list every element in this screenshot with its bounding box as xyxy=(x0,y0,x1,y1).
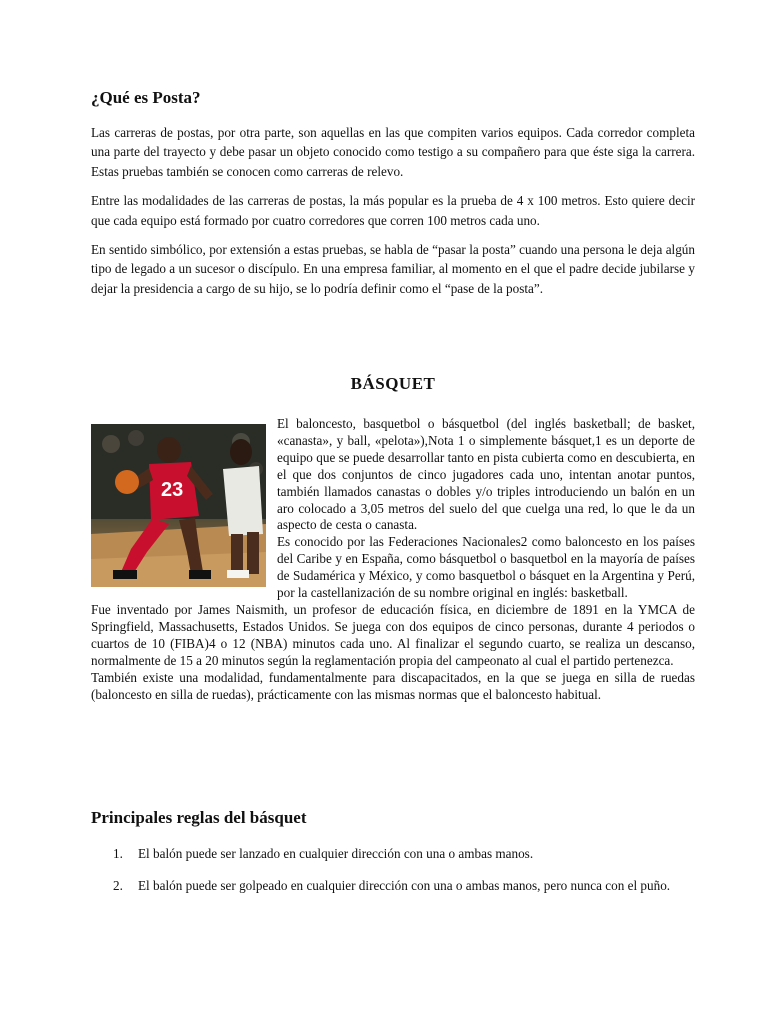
list-text: El balón puede ser lanzado en cualquier dirección con una o ambas manos. xyxy=(138,846,534,861)
list-text: El balón puede ser golpeado en cualquier dirección con una o ambas manos, pero nunca con el puño. xyxy=(138,877,671,893)
posta-paragraph-1: Las carreras de postas, por otra parte, son aquellas en las que compiten varios equipos. Cada corredor completa una parte del trayecto y debe pasar un objeto conocido como testigo a su compañero para que éste siga la carrera. Estas pruebas también se conocen como carreras de relevo. xyxy=(91,125,695,179)
basquet-paragraph-4: También existe una modalidad, fundamentalmente para discapacitados, en la que se juega en silla de ruedas (baloncesto en silla de ruedas), prácticamente con las mismas normas que el baloncesto habitual. xyxy=(91,669,695,702)
posta-heading: ¿Qué es Posta? xyxy=(91,88,201,107)
rules-list xyxy=(91,845,695,908)
posta-paragraph-2: Entre las modalidades de las carreras de postas, la más popular es la prueba de 4 x 100 metros. Esto quiere decir que cada equipo está formado por cuatro corredores que corren 100 metros cada uno. xyxy=(91,193,695,228)
basquet-paragraph-1: El baloncesto, basquetbol o básquetbol (del inglés basketball; de basket, «canasta», y ball, «pelota»),Nota 1 o simplemente básquet,1 es un deporte de equipo que se puede desarrollar tanto en pista cubierta como en descubierta, en el que dos conjuntos de cinco jugadores cada uno, intentan anotar puntos, también llamados canastas o dobles y/o triples introduciendo un balón en un aro colocado a 3,05 metros del suelo del que cuelga una red, lo que le da un aspecto de cesta o canasta. xyxy=(277,416,695,533)
rules-heading: Principales reglas del básquet xyxy=(91,808,307,827)
jersey-number: 23 xyxy=(161,479,184,501)
list-number: 1. xyxy=(113,846,123,861)
posta-section xyxy=(91,123,695,308)
basketball-player-photo xyxy=(91,424,266,587)
basquet-paragraph-3: Fue inventado por James Naismith, un profesor de educación física, en diciembre de 1891 en la YMCA de Springfield, Massachusetts, Estados Unidos. Se juega con dos equipos de cinco personas, durante 4 periodos o cuartos de 10 (FIBA)4 o 12 (NBA) minutos cada uno. Al finalizar el segundo cuarto, se realiza un descanso, normalmente de 15 a 20 minutos según la reglamentación propia del campeonato al cual el partido pertenezca. xyxy=(91,601,695,668)
posta-paragraph-3: En sentido simbólico, por extensión a estas pruebas, se habla de “pasar la posta” cuando una persona le deja algún tipo de legado a un sucesor o discípulo. En una empresa familiar, al momento en el que el padre decide jubilarse y dejar la presidencia a cargo de su hijo, se lo podría definir como el “pase de la posta”. xyxy=(91,242,695,296)
list-item xyxy=(91,845,695,863)
basquet-paragraph-2: Es conocido por las Federaciones Nacionales2 como baloncesto en los países del Caribe y en España, como básquetbol o basquetbol en la mayoría de países de Sudamérica y México, y como basquetbol o básquet en la Argentina y Perú, por la castellanización de su nombre original en inglés: basketball. xyxy=(277,534,695,601)
list-item xyxy=(91,877,695,895)
list-number: 2. xyxy=(113,877,123,893)
basquet-heading: BÁSQUET xyxy=(350,374,436,393)
basquet-section xyxy=(91,416,695,703)
